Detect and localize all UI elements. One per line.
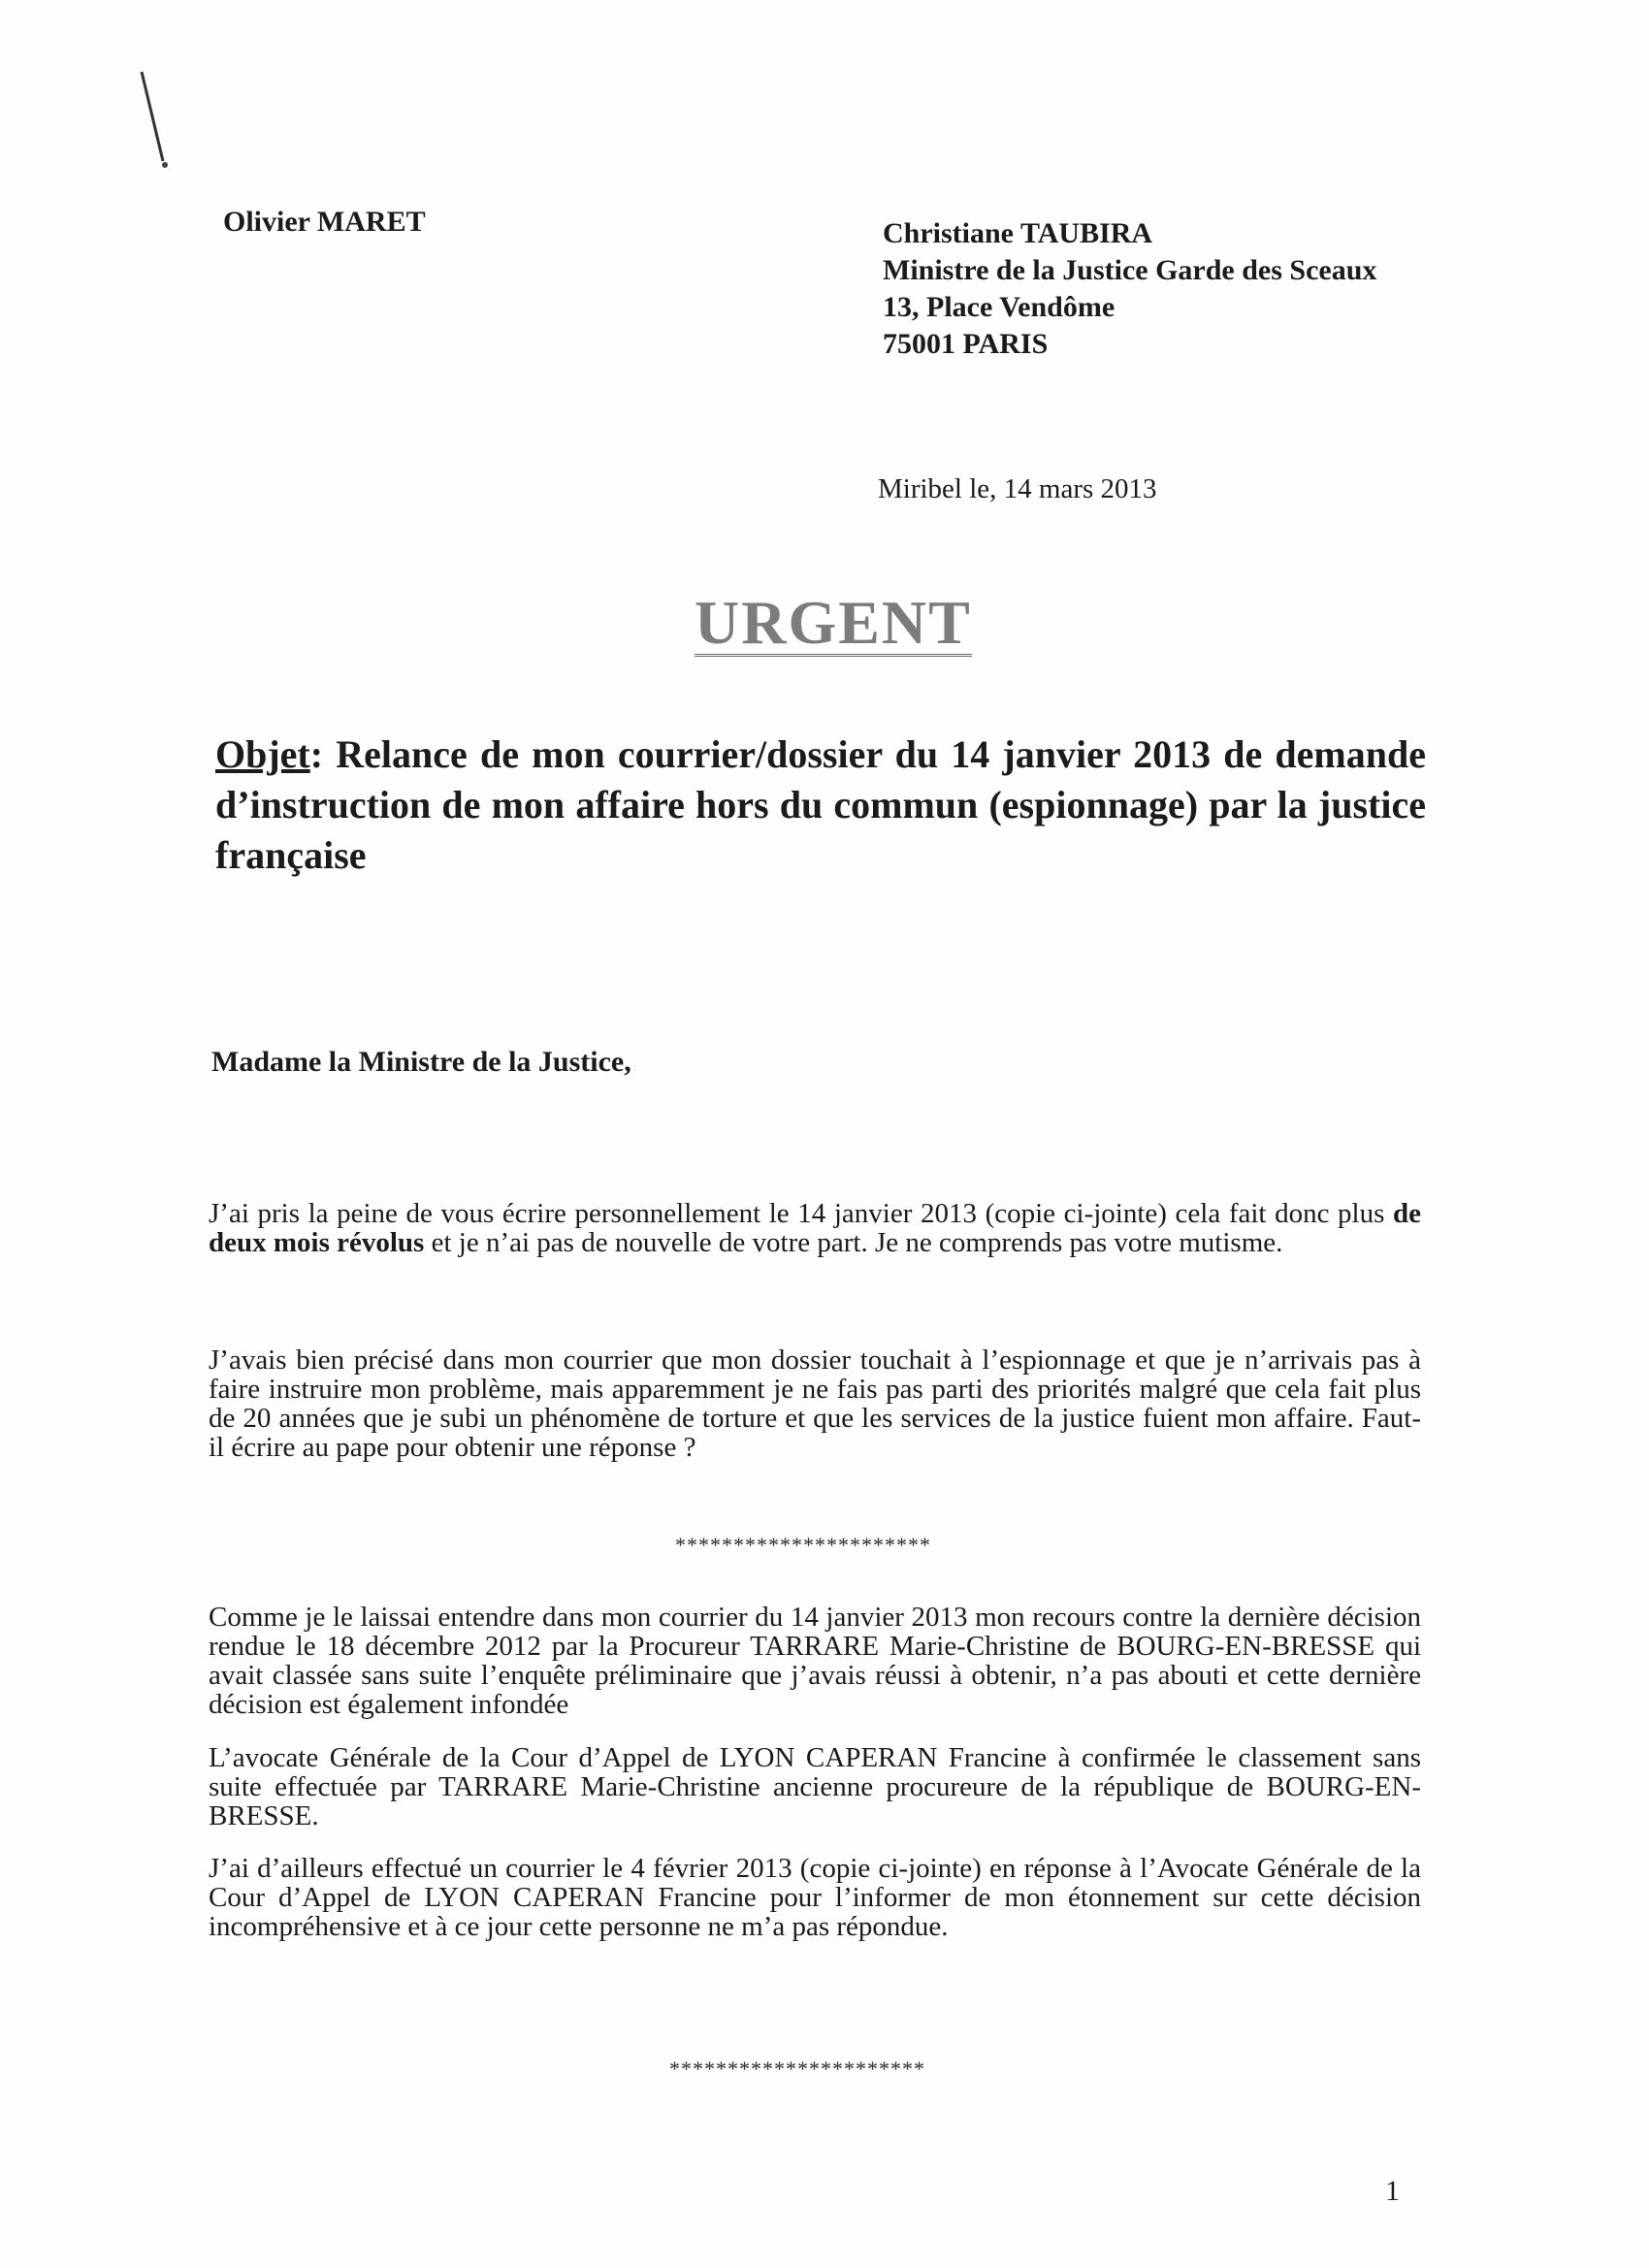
paragraph-1-emphasis: de deux mois révolus [209,1198,1421,1258]
paragraph-3: Comme je le laissai entendre dans mon courrier du 14 janvier 2013 mon recours contre la dernière décision rendue le 18 décembre 2012 par la Procureur TARRARE Marie-Christine de BOURG-EN-BRESSE qui avait classée sans suite l’enquête préliminaire que j’avais réussi à obtenir, n’a pas abouti et cette dernière décision est également infondée [209,1602,1421,1720]
page-number: 1 [1385,2175,1400,2207]
pen-mark-decoration [134,68,173,175]
paragraph-5: J’ai d’ailleurs effectué un courrier le 4 février 2013 (copie ci-jointe) en réponse à l’Avocate Générale de la Cour d’Appel de LYON CAPERAN Francine pour l’informer de mon étonnement sur cette décision incompréhensive et à ce jour cette personne ne m’a pas répondue. [209,1853,1421,1942]
recipient-address [883,215,1376,363]
subject-label: Objet [215,732,310,776]
paragraph-1 [209,1199,1421,1257]
recipient-line: Ministre de la Justice Garde des Sceaux [883,254,1377,286]
date-line: Miribel le, 14 mars 2013 [878,473,1157,504]
recipient-line: 75001 PARIS [883,328,1049,360]
recipient-line: Christiane TAUBIRA [883,217,1153,249]
paragraph-4: L’avocate Générale de la Cour d’Appel de LYON CAPERAN Francine à confirmée le classement sans suite effectuée par TARRARE Marie-Christine ancienne procureure de la république de BOURG-EN-BRESSE. [209,1742,1421,1831]
paragraph-2: J’avais bien précisé dans mon courrier que mon dossier touchait à l’espionnage et que je n’arrivais pas à faire instruire mon problème, mais apparemment je ne fais pas parti des priorités malgré que cela fait plus de 20 années que je subi un phénomène de torture et que les services de la justice fuient mon affaire. Faut-il écrire au pape pour obtenir une réponse ? [209,1345,1421,1463]
salutation: Madame la Ministre de la Justice, [211,1046,631,1078]
recipient-line: 13, Place Vendôme [883,291,1116,323]
subject-block [215,729,1426,881]
paragraph-1-start: J’ai pris la peine de vous écrire personnellement le 14 janvier 2013 (copie ci-jointe) cela fait donc plus [209,1198,1393,1229]
urgent-heading: URGENT [695,588,972,657]
separator-2: ********************** [669,2057,925,2081]
separator-1: ********************** [675,1533,931,1557]
paragraph-1-end: et je n’ai pas de nouvelle de votre part. Je ne comprends pas votre mutisme. [424,1227,1283,1258]
subject-text: : Relance de mon courrier/dossier du 14 janvier 2013 de demande d’instruction de mon affaire hors du commun (espionnage) par la justice française [215,732,1426,877]
sender-name: Olivier MARET [223,206,426,238]
